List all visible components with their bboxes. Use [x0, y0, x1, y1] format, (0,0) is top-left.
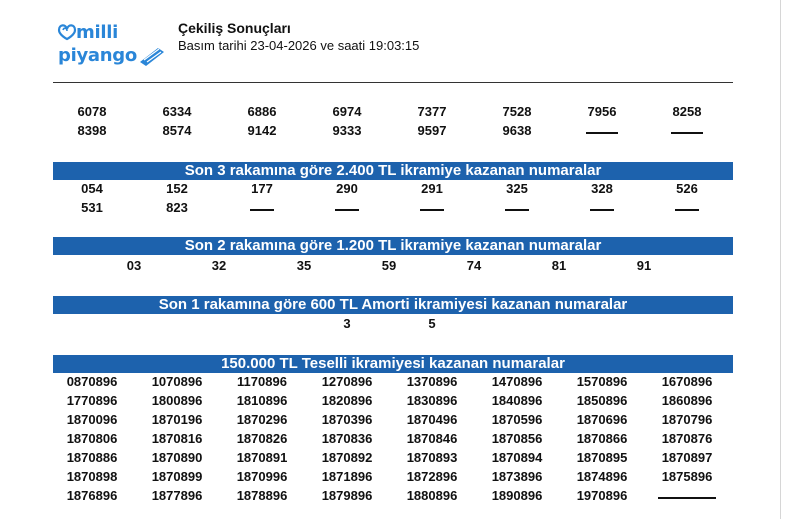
winning-number: 3: [343, 316, 351, 331]
winning-number: 1870996: [236, 469, 288, 484]
winning-number: 531: [81, 200, 103, 215]
winning-number: 6974: [332, 104, 362, 119]
winning-number: 7956: [587, 104, 617, 119]
winning-number: 1870893: [406, 450, 458, 465]
winning-number: 8398: [77, 123, 107, 138]
winning-number: 054: [81, 181, 103, 196]
winning-number: 1870876: [661, 431, 713, 446]
winning-number: 1870196: [151, 412, 203, 427]
empty-slot-dash: [586, 132, 618, 134]
winning-number: 1873896: [491, 469, 543, 484]
winning-number: 1770896: [66, 393, 118, 408]
winning-number: 1820896: [321, 393, 373, 408]
header-divider: [53, 82, 733, 83]
winning-number: 81: [551, 258, 567, 273]
winning-number: 1870826: [236, 431, 288, 446]
winning-number: 1870816: [151, 431, 203, 446]
son3-section-header: Son 3 rakamına göre 2.400 TL ikramiye kazanan numaralar: [53, 162, 733, 180]
winning-number: 1878896: [236, 488, 288, 503]
winning-number: 6334: [162, 104, 192, 119]
winning-number: 1840896: [491, 393, 543, 408]
winning-number: 9333: [332, 123, 362, 138]
winning-number: 328: [591, 181, 613, 196]
winning-number: 1870897: [661, 450, 713, 465]
logo-word-milli: milli: [76, 22, 118, 43]
empty-slot-dash: [675, 209, 699, 211]
winning-number: 1870846: [406, 431, 458, 446]
son1-section-header: Son 1 rakamına göre 600 TL Amorti ikramiyesi kazanan numaralar: [53, 296, 733, 314]
winning-number: 5: [428, 316, 436, 331]
winning-number: 325: [506, 181, 528, 196]
winning-number: 7377: [417, 104, 447, 119]
winning-number: 1570896: [576, 374, 628, 389]
winning-number: 1870894: [491, 450, 543, 465]
winning-number: 1670896: [661, 374, 713, 389]
winning-number: 526: [676, 181, 698, 196]
winning-number: 291: [421, 181, 443, 196]
son2-section-header: Son 2 rakamına göre 1.200 TL ikramiye kazanan numaralar: [53, 237, 733, 255]
document-title: Çekiliş Sonuçları: [178, 20, 291, 36]
winning-number: 1800896: [151, 393, 203, 408]
winning-number: 6078: [77, 104, 107, 119]
winning-number: 1870806: [66, 431, 118, 446]
winning-number: 1970896: [576, 488, 628, 503]
winning-number: 290: [336, 181, 358, 196]
winning-number: 59: [381, 258, 397, 273]
ticket-wing-icon: [138, 44, 166, 66]
winning-number: 1870892: [321, 450, 373, 465]
winning-number: 1870886: [66, 450, 118, 465]
empty-slot-dash: [505, 209, 529, 211]
print-timestamp: Basım tarihi 23-04-2026 ve saati 19:03:15: [178, 38, 420, 53]
winning-number: 1830896: [406, 393, 458, 408]
winning-number: 823: [166, 200, 188, 215]
winning-number: 8258: [672, 104, 702, 119]
winning-number: 1876896: [66, 488, 118, 503]
winning-number: 1870898: [66, 469, 118, 484]
heart-swirl-icon: [56, 22, 78, 42]
winning-number: 1870895: [576, 450, 628, 465]
winning-number: 1170896: [237, 374, 287, 389]
winning-number: 1270896: [321, 374, 373, 389]
page-edge: [780, 0, 781, 519]
winning-number: 6886: [247, 104, 277, 119]
winning-number: 03: [126, 258, 142, 273]
winning-number: 1875896: [661, 469, 713, 484]
winning-number: 1870890: [151, 450, 203, 465]
winning-number: 1370896: [406, 374, 458, 389]
empty-slot-dash: [335, 209, 359, 211]
winning-number: 1870096: [66, 412, 118, 427]
milli-piyango-logo: [54, 16, 166, 74]
winning-number: 1870796: [661, 412, 713, 427]
winning-number: 1870891: [236, 450, 288, 465]
winning-number: 1070896: [151, 374, 203, 389]
winning-number: 9142: [247, 123, 277, 138]
winning-number: 1879896: [321, 488, 373, 503]
winning-number: 177: [251, 181, 273, 196]
winning-number: 1890896: [491, 488, 543, 503]
empty-slot-dash: [250, 209, 274, 211]
empty-slot-dash: [671, 132, 703, 134]
winning-number: 1870596: [491, 412, 543, 427]
winning-number: 1850896: [576, 393, 628, 408]
winning-number: 74: [466, 258, 482, 273]
winning-number: 1874896: [576, 469, 628, 484]
winning-number: 1870396: [321, 412, 373, 427]
winning-number: 1810896: [236, 393, 288, 408]
logo-word-piyango: piyango: [58, 45, 137, 66]
winning-number: 1470896: [491, 374, 543, 389]
winning-number: 35: [296, 258, 312, 273]
winning-number: 7528: [502, 104, 532, 119]
winning-number: 1870899: [151, 469, 203, 484]
empty-slot-dash: [590, 209, 614, 211]
teselli-section-header: 150.000 TL Teselli ikramiyesi kazanan numaralar: [53, 355, 733, 373]
winning-number: 8574: [162, 123, 192, 138]
winning-number: 1860896: [661, 393, 713, 408]
empty-slot-dash: [420, 209, 444, 211]
winning-number: 0870896: [66, 374, 118, 389]
winning-number: 32: [211, 258, 227, 273]
winning-number: 1872896: [406, 469, 458, 484]
empty-slot-dash: [658, 497, 716, 499]
winning-number: 152: [166, 181, 188, 196]
winning-number: 1870296: [236, 412, 288, 427]
winning-number: 1870496: [406, 412, 458, 427]
winning-number: 91: [636, 258, 652, 273]
winning-number: 9638: [502, 123, 532, 138]
winning-number: 1870836: [321, 431, 373, 446]
winning-number: 1870696: [576, 412, 628, 427]
winning-number: 9597: [417, 123, 447, 138]
winning-number: 1870856: [491, 431, 543, 446]
winning-number: 1880896: [406, 488, 458, 503]
winning-number: 1877896: [151, 488, 203, 503]
winning-number: 1871896: [321, 469, 373, 484]
winning-number: 1870866: [576, 431, 628, 446]
